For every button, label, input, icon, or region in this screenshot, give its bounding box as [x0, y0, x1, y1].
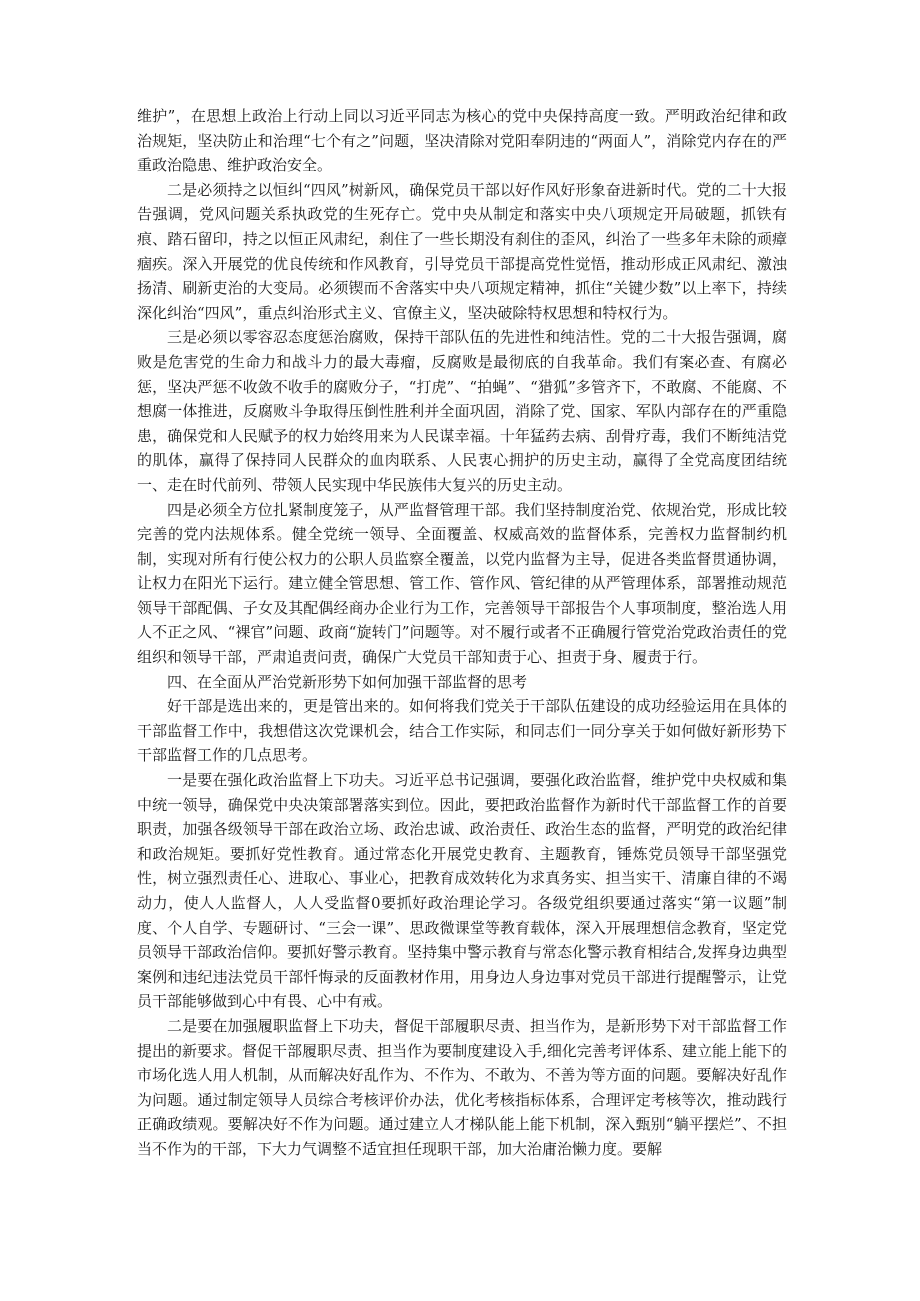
document-page [137, 104, 787, 1162]
paragraph-good-cadres-intro: 好干部是选出来的，更是管出来的。如何将我们党关于干部队伍建设的成功经验运用在具体的干部监督工作中，我想借这次党课机会，结合工作实际，和同志们一同分享关于如何做好新形势下干部监督工作的几点思考。 [137, 697, 787, 765]
paragraph-political-supervision: 一是要在强化政治监督上下功夫。习近平总书记强调，要强化政治监督，维护党中央权威和集中统一领导，确保党中央决策部署落实到位。因此，要把政治监督作为新时代干部监督工作的首要职责，加强各级领导干部在政治立场、政治忠诚、政治责任、政治生态的监督，严明党的政治纪律和政治规矩。要抓好党性教育。通过常态化开展党史教育、主题教育，锤炼党员领导干部坚强党性，树立强烈责任心、进取心、事业心，把教育成效转化为求真务实、担当实干、清廉自律的不竭动力，使人人监督人，人人受监督0要抓好政治理论学习。各级党组织要通过落实“第一议题”制度、个人自学、专题研讨、“三会一课”、思政微课堂等教育载体，深入开展理想信念教育，坚定党员领导干部政治信仰。要抓好警示教育。坚持集中警示教育与常态化警示教育相结合,发挥身边典型案例和违纪违法党员干部忏悔录的反面教材作用，用身边人身边事对党员干部进行提醒警示，让党员干部能够做到心中有畏、心中有戒。 [137, 771, 787, 1011]
section-heading-cadre-supervision: 四、在全面从严治党新形势下如何加强干部监督的思考 [167, 672, 528, 691]
paragraph-duty-supervision: 二是要在加强履职监督上下功夫，督促干部履职尽责、担当作为，是新形势下对干部监督工作提出的新要求。督促干部履职尽责、担当作为要制度建设入手,细化完善考评体系、建立能上能下的市场化选人用人机制，从而解决好乱作为、不作为、不敢为、不善为等方面的问题。要解决好乱作为问题。通过制定领导人员综合考核评价办法，优化考核指标体系，合理评定考核等次，推动践行正确政绩观。要解决好不作为问题。通过建立人才梯队能上能下机制，深入甄别“躺平摆烂”、不担当不作为的干部，下大力气调整不适宜担任现职干部，加大治庸治懒力度。要解 [137, 1016, 787, 1158]
paragraph-anti-corruption: 三是必须以零容忍态度惩治腐败，保持干部队伍的先进性和纯洁性。党的二十大报告强调，腐败是危害党的生命力和战斗力的最大毒瘤，反腐败是最彻底的自我革命。我们有案必查、有腐必惩，坚决严惩不收敛不收手的腐败分子，“打虎”、“拍蝇”、“猎狐”多管齐下，不敢腐、不能腐、不想腐一体推进，反腐败斗争取得压倒性胜利并全面巩固，消除了党、国家、军队内部存在的严重隐患，确保党和人民赋予的权力始终用来为人民谋幸福。十年猛药去病、刮骨疗毒，我们不断纯洁党的肌体，赢得了保持同人民群众的血肉联系、人民衷心拥护的历史主动，赢得了全党高度团结统一、走在时代前列、带领人民实现中华民族伟大复兴的历史主动。 [137, 328, 787, 494]
paragraph-political-discipline-continued: 维护”，在思想上政治上行动上同以习近平同志为核心的党中央保持高度一致。严明政治纪律和政治规矩，坚决防止和治理“七个有之”问题，坚决清除对党阳奉阴违的“两面人”，消除党内存在的严重政治隐患、维护政治安全。 [137, 107, 787, 175]
paragraph-four-winds: 二是必须持之以恒纠“四风”树新风，确保党员干部以好作风好形象奋进新时代。党的二十大报告强调，党风问题关系执政党的生死存亡。党中央从制定和落实中央八项规定开局破题，抓铁有痕、踏石留印，持之以恒正风肃纪，刹住了一些长期没有刹住的歪风，纠治了一些多年未除的顽瘴痼疾。深入开展党的优良传统和作风教育，引导党员干部提高党性觉悟，推动形成正风肃纪、激浊扬清、刷新吏治的大变局。必须锲而不舍落实中央八项规定精神，抓住“关键少数”以上率下，持续深化纠治“四风”，重点纠治形式主义、官僚主义，坚决破除特权思想和特权行为。 [137, 180, 787, 322]
paragraph-institutional-cage: 四是必须全方位扎紧制度笼子，从严监督管理干部。我们坚持制度治党、依规治党，形成比较完善的党内法规体系。健全党统一领导、全面覆盖、权威高效的监督体系，完善权力监督制约机制，实现对所有行使公权力的公职人员监察全覆盖，以党内监督为主导，促进各类监督贯通协调，让权力在阳光下运行。建立健全管思想、管工作、管作风、管纪律的从严管理体系，部署推动规范领导干部配偶、子女及其配偶经商办企业行为工作，完善领导干部报告个人事项制度，整治选人用人不正之风、“裸官”问题、政商“旋转门”问题等。对不履行或者不正确履行管党治党政治责任的党组织和领导干部，严肃追责问责，确保广大党员干部知责于心、担责于身、履责于行。 [137, 500, 787, 667]
